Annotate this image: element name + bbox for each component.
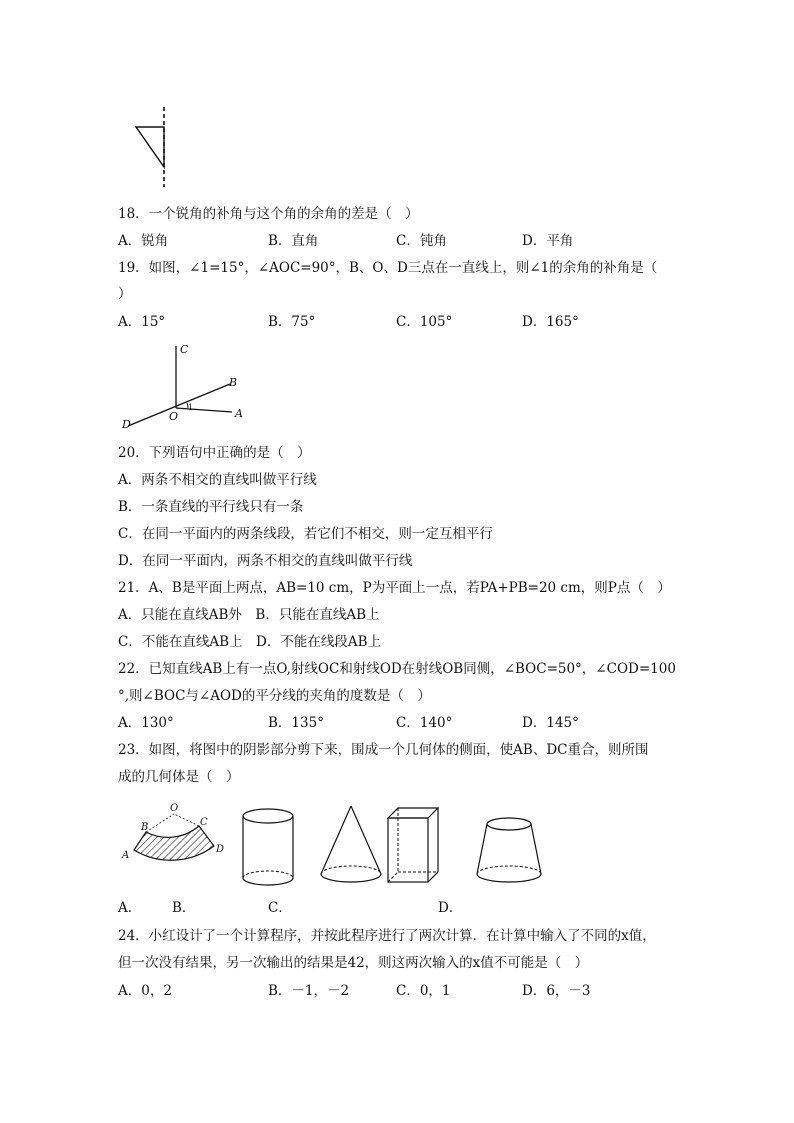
q19-stem-line1: 19．如图，∠1=15°，∠AOC=90°，B、O、D三点在一直线上，则∠1的余角的补角是（: [118, 260, 658, 276]
q24-option-b[interactable]: B．－1，－2: [268, 983, 350, 999]
q23-figures: [116, 800, 556, 895]
triangle-shape: [136, 127, 164, 167]
q21-stem: 21．A、B是平面上两点，AB=10 cm，P为平面上一点，若PA+PB=20 cm，则P点（ ）: [118, 580, 671, 596]
q18-stem: 18．一个锐角的补角与这个角的余角的差是（ ）: [118, 206, 419, 222]
q22-option-b[interactable]: B．135°: [268, 715, 324, 731]
label-a: A: [235, 407, 243, 420]
q24-option-a[interactable]: A．0，2: [118, 983, 172, 999]
label-1: 1: [188, 403, 194, 412]
sector-label-o: O: [170, 803, 179, 814]
line-db: [128, 384, 230, 426]
q18-option-d[interactable]: D．平角: [522, 233, 574, 249]
frustum-figure: [477, 818, 541, 882]
q23-option-c[interactable]: C．: [268, 900, 292, 916]
q18-option-c[interactable]: C．钝角: [396, 233, 447, 249]
label-o: O: [169, 410, 179, 423]
q24-option-d[interactable]: D．6，－3: [522, 983, 591, 999]
q22-option-d[interactable]: D．145°: [522, 715, 579, 731]
q21-options-line1[interactable]: A．只能在直线AB外 B．只能在直线AB上: [118, 607, 380, 623]
q22-stem-line1: 22．已知直线AB上有一点O,射线OC和射线OD在射线OB同侧，∠BOC=50°，∠COD=100: [118, 661, 676, 677]
q20-stem: 20．下列语句中正确的是（ ）: [118, 445, 311, 461]
q23-option-a[interactable]: A．: [118, 900, 142, 916]
cone-figure: [321, 806, 381, 882]
sector-label-a: A: [122, 850, 130, 861]
cylinder-figure: [243, 809, 293, 885]
q17-figure: [128, 105, 178, 190]
q23-option-d[interactable]: D．: [438, 900, 463, 916]
q19-option-b[interactable]: B．75°: [268, 314, 316, 330]
ray-oa: [176, 408, 232, 412]
q19-option-d[interactable]: D．165°: [522, 314, 579, 330]
q22-stem-line2: °,则∠BOC与∠AOD的平分线的夹角的度数是（ ）: [118, 688, 431, 704]
q24-stem-line1: 24．小红设计了一个计算程序，并按此程序进行了两次计算．在计算中输入了不同的x值，: [118, 928, 656, 944]
sector-label-c: C: [200, 817, 208, 828]
q19-angle-figure: [118, 340, 258, 430]
q23-stem-line1: 23．如图，将图中的阴影部分剪下来，围成一个几何体的侧面，使AB、DC重合，则所围: [118, 742, 649, 758]
q23-option-b[interactable]: B．: [172, 900, 196, 916]
sector-unfold-figure: [121, 803, 224, 861]
q20-option-d[interactable]: D．在同一平面内，两条不相交的直线叫做平行线: [118, 553, 413, 569]
label-c: C: [180, 343, 189, 356]
q20-option-a[interactable]: A．两条不相交的直线叫做平行线: [118, 472, 317, 488]
sector-label-d: D: [216, 844, 225, 855]
q24-option-c[interactable]: C．0，1: [396, 983, 451, 999]
q24-stem-line2: 但一次没有结果，另一次输出的结果是42，则这两次输入的x值不可能是（ ）: [118, 955, 589, 971]
sector-label-b: B: [141, 822, 149, 833]
q21-options-line2[interactable]: C．不能在直线AB上 D．不能在线段AB上: [118, 634, 381, 650]
q19-option-a[interactable]: A．15°: [118, 314, 166, 330]
q22-option-a[interactable]: A．130°: [118, 715, 174, 731]
label-b: B: [229, 376, 238, 389]
prism-figure: [388, 808, 438, 882]
q20-option-c[interactable]: C．在同一平面内的两条线段，若它们不相交，则一定互相平行: [118, 526, 493, 542]
q20-option-b[interactable]: B．一条直线的平行线只有一条: [118, 499, 304, 515]
q18-option-b[interactable]: B．直角: [268, 233, 319, 249]
q19-option-c[interactable]: C．105°: [396, 314, 453, 330]
q23-stem-line2: 成的几何体是（ ）: [118, 769, 240, 785]
q22-option-c[interactable]: C．140°: [396, 715, 453, 731]
label-d: D: [122, 418, 131, 430]
q19-stem-line2: ）: [118, 286, 132, 302]
q18-option-a[interactable]: A．锐角: [118, 233, 169, 249]
